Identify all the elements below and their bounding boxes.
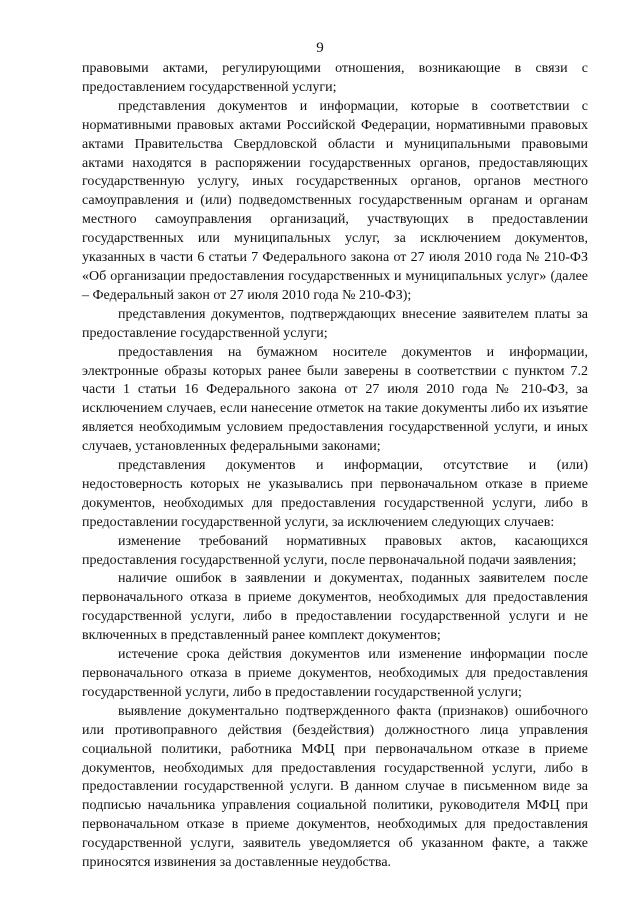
paragraph: предоставления на бумажном носителе документов и информации, электронные образы которых ранее были заверены в соответствии с пунктом 7.2 части 1 статьи 16 Федерального закона от 27 июля 2010 года № 210-ФЗ, за исключением случаев, если нанесение отметок на такие документы либо их изъятие является необходимым условием предоставления государственной услуги, и иных случаев, установленных федеральными законами; xyxy=(82,344,588,455)
paragraph: выявление документально подтвержденного факта (признаков) ошибочного или противоправного действия (бездействия) должностного лица управления социальной политики, работника МФЦ при первоначальном отказе в приеме документов, необходимых для предоставления государственной услуги, либо в предоставлении государственной услуги. В данном случае в письменном виде за подписью начальника управления социальной политики, руководителя МФЦ при первоначальном отказе в приеме документов, необходимых для предоставления государственной услуги, заявитель уведомляется об указанном факте, а также приносятся извинения за доставленные неудобства. xyxy=(82,703,588,871)
paragraph: истечение срока действия документов или изменение информации после первоначального отказа в приеме документов, необходимых для предоставления государственной услуги, либо в предоставлении государственной услуги; xyxy=(82,647,588,700)
paragraph: изменение требований нормативных правовых актов, касающихся предоставления государственной услуги, после первоначальной подачи заявления; xyxy=(82,533,588,568)
paragraph: представления документов и информации, отсутствие и (или) недостоверность которых не указывались при первоначальном отказе в приеме документов, необходимых для предоставления государственной услуги, либо в предоставлении государственной услуги, за исключением следующих случаев: xyxy=(82,458,588,530)
paragraph: представления документов, подтверждающих внесение заявителем платы за предоставление государственной услуги; xyxy=(82,306,588,341)
paragraph: наличие ошибок в заявлении и документах, поданных заявителем после первоначального отказа в приеме документов, необходимых для предоставления государственной услуги, либо в предоставлении государственной услуги и не включенных в представленный ранее комплект документов; xyxy=(82,571,588,644)
page-number: 9 xyxy=(316,40,324,56)
paragraph: представления документов и информации, которые в соответствии с нормативными правовых актами Российской Федерации, нормативными правовых актами Правительства Свердловской области и муниципальными правовыми актами находятся в распоряжении государственных органов, предоставляющих государственную услугу, иных государственных органов, органов местного самоуправления и (или) подведомственных государственным органам и органам местного самоуправления организаций, участвующих в предоставлении государственных или муниципальных услуг, за исключением документов, указанных в части 6 статьи 7 Федерального закона от 27 июля 2010 года № 210-ФЗ «Об организации предоставления государственных и муниципальных услуг» (далее – Федеральный закон от 27 июля 2010 года № 210-ФЗ); xyxy=(82,98,588,303)
paragraph: правовыми актами, регулирующими отношения, возникающие в связи с предоставлением государственной услуги; xyxy=(82,61,588,95)
document-body xyxy=(82,60,588,873)
